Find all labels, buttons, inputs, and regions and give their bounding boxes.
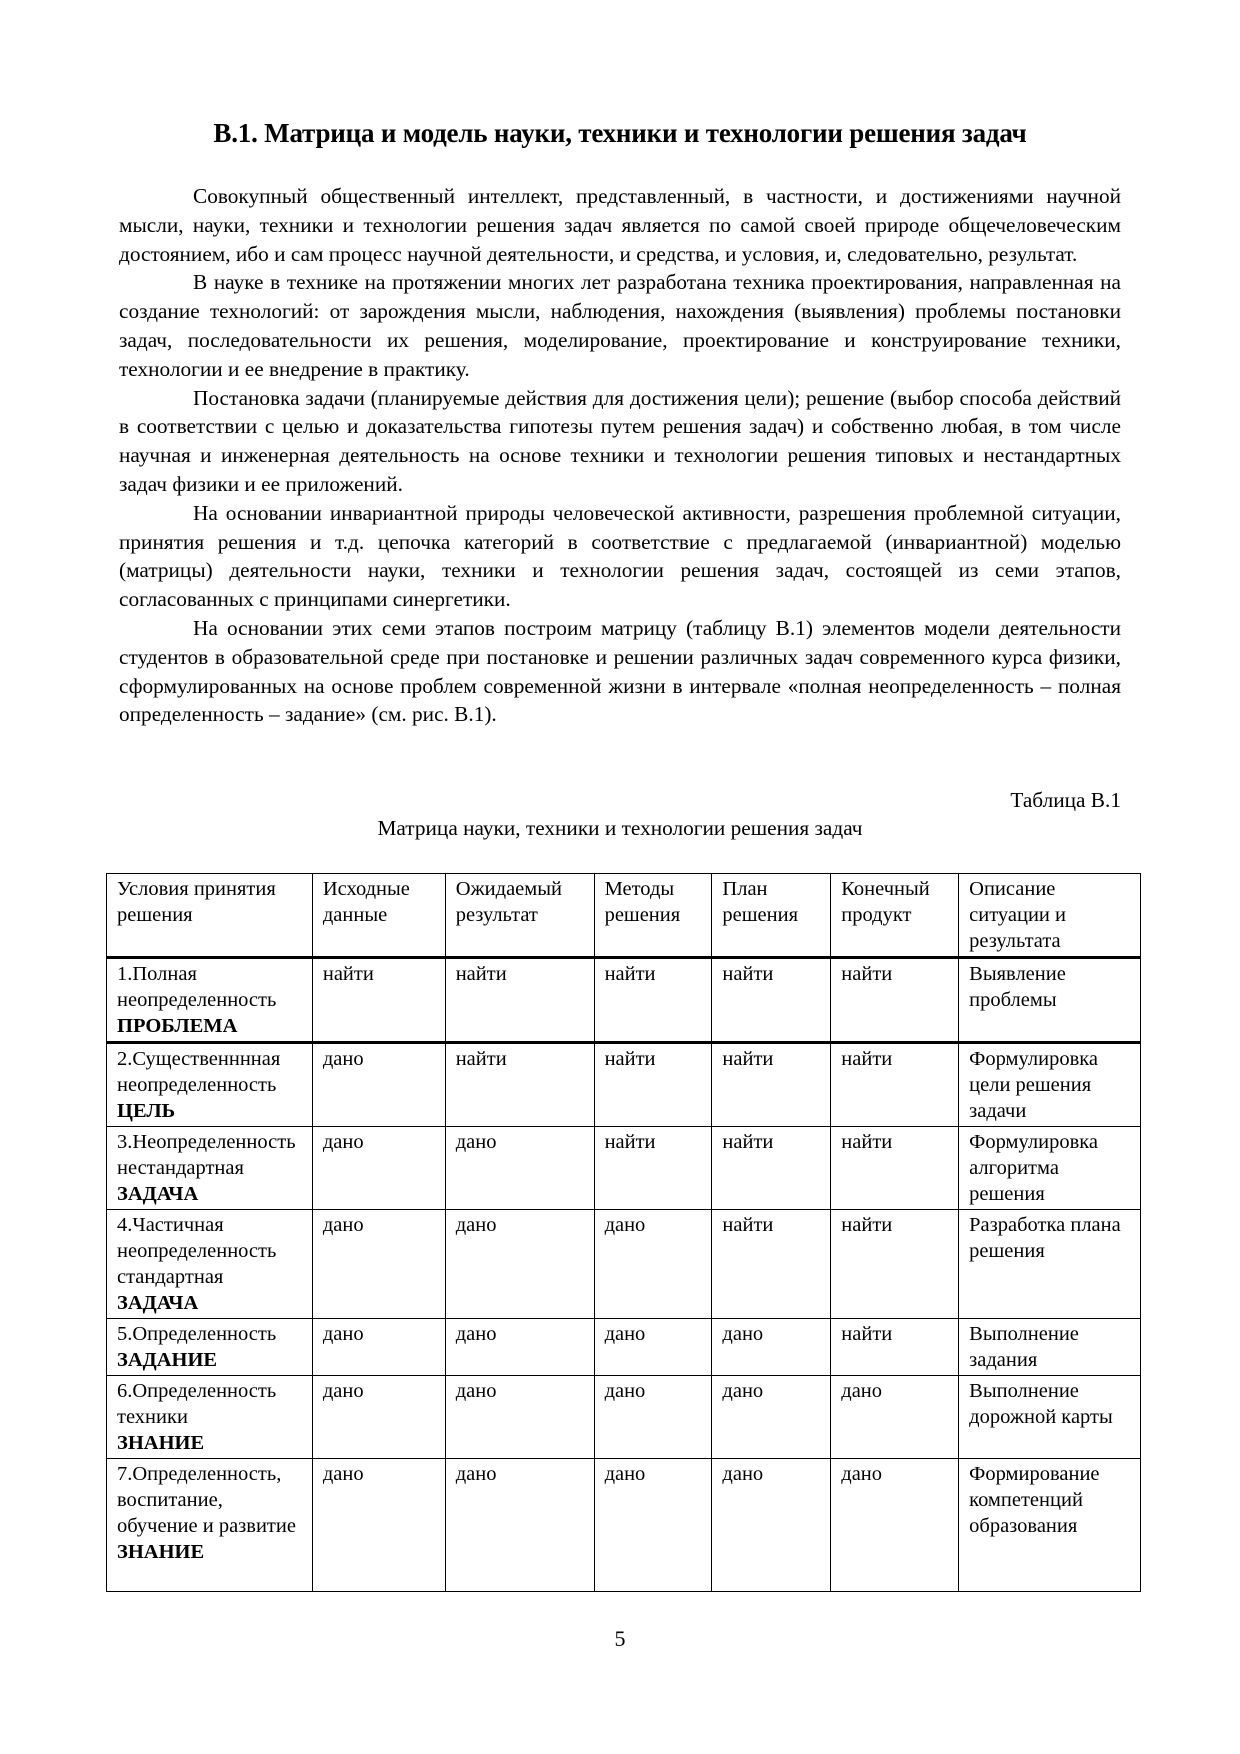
- initial-cell: дано: [312, 1043, 445, 1127]
- product-cell: найти: [831, 1043, 959, 1127]
- table-header-row: [107, 874, 1141, 958]
- methods-cell: найти: [594, 958, 712, 1043]
- header-expected-result: Ожидаемый результат: [445, 874, 594, 958]
- description-cell: Разработка плана решения: [959, 1210, 1141, 1319]
- initial-cell: дано: [312, 1376, 445, 1459]
- initial-cell: найти: [312, 958, 445, 1043]
- matrix-table: [106, 873, 1141, 1592]
- expected-cell: дано: [445, 1459, 594, 1592]
- product-cell: найти: [831, 1127, 959, 1210]
- condition-text: 4.Частичная неопределенность стандартная: [117, 1214, 277, 1288]
- paragraph-2: В науке в технике на протяжении многих лет разработана техника проектирования, направленная на создание технологий: от зарождения мысли, наблюдения, нахождения (выявления) проблемы постановки задач, последовательности их решения, моделирование, проектирование и конструирование техники, технологии и ее внедрение в практику.: [119, 270, 1121, 381]
- product-cell: найти: [831, 1210, 959, 1319]
- category-text: ЗНАНИЕ: [117, 1541, 205, 1563]
- methods-cell: найти: [594, 1043, 712, 1127]
- category-text: ЗНАНИЕ: [117, 1432, 205, 1454]
- category-text: ЦЕЛЬ: [117, 1100, 176, 1122]
- condition-text: 3.Неопределенность нестандартная: [117, 1131, 296, 1179]
- category-text: ПРОБЛЕМА: [117, 1015, 238, 1037]
- condition-cell: [107, 1210, 313, 1319]
- product-cell: дано: [831, 1459, 959, 1592]
- plan-cell: найти: [712, 958, 831, 1043]
- page-number: 5: [614, 1626, 626, 1651]
- table-row: [107, 1043, 1141, 1127]
- expected-cell: дано: [445, 1376, 594, 1459]
- category-text: ЗАДАЧА: [117, 1183, 199, 1205]
- paragraph-4: На основании инвариантной природы человеческой активности, разрешения проблемной ситуации, принятия решения и т.д. цепочка категорий в соответствие с предлагаемой (инвариантной) моделью (матрицы) деятельности науки, техники и технологии решения задач, состоящей из семи этапов, согласованных с принципами синергетики.: [119, 500, 1121, 612]
- initial-cell: дано: [312, 1210, 445, 1319]
- methods-cell: найти: [594, 1127, 712, 1210]
- table-row: [107, 958, 1141, 1043]
- table-row: [107, 1376, 1141, 1459]
- initial-cell: дано: [312, 1127, 445, 1210]
- header-methods: Методы решения: [594, 874, 712, 958]
- category-text: ЗАДАНИЕ: [117, 1349, 218, 1371]
- description-cell: Выполнение дорожной карты: [959, 1376, 1141, 1459]
- condition-cell: [107, 1043, 313, 1127]
- condition-text: 1.Полная неопределенность: [117, 963, 277, 1011]
- table-label: Таблица В.1: [1010, 788, 1121, 812]
- table-row: [107, 1319, 1141, 1376]
- condition-cell: [107, 1459, 313, 1592]
- condition-text: 7.Определенность, воспитание, обучение и развитие: [117, 1463, 296, 1537]
- condition-text: 2.Существенннная неопределенность: [117, 1048, 281, 1096]
- product-cell: дано: [831, 1376, 959, 1459]
- header-conditions: Условия принятия решения: [107, 874, 313, 958]
- section-title: В.1. Матрица и модель науки, техники и технологии решения задач: [213, 118, 1027, 148]
- paragraph-3: Постановка задачи (планируемые действия для достижения цели); решение (выбор способа действий в соответствии с целью и доказательства гипотезы путем решения задач) и собственно любая, в том числе научная и инженерная деятельность на основе техники и технологии решения типовых и нестандартных задач физики и ее приложений.: [119, 385, 1121, 496]
- condition-cell: [107, 1319, 313, 1376]
- methods-cell: дано: [594, 1319, 712, 1376]
- description-cell: Выполнение задания: [959, 1319, 1141, 1376]
- description-cell: Формирование компетенций образования: [959, 1459, 1141, 1592]
- header-product: Конечный продукт: [831, 874, 959, 958]
- plan-cell: найти: [712, 1043, 831, 1127]
- condition-text: 5.Определенность: [117, 1323, 277, 1345]
- header-description: Описание ситуации и результата: [959, 874, 1141, 958]
- body-text: [119, 182, 1121, 729]
- expected-cell: дано: [445, 1127, 594, 1210]
- plan-cell: найти: [712, 1210, 831, 1319]
- product-cell: найти: [831, 1319, 959, 1376]
- table-caption: Матрица науки, техники и технологии решения задач: [377, 816, 863, 840]
- table-row: [107, 1127, 1141, 1210]
- condition-cell: [107, 1376, 313, 1459]
- expected-cell: дано: [445, 1210, 594, 1319]
- initial-cell: дано: [312, 1459, 445, 1592]
- expected-cell: найти: [445, 1043, 594, 1127]
- expected-cell: найти: [445, 958, 594, 1043]
- plan-cell: дано: [712, 1319, 831, 1376]
- expected-cell: дано: [445, 1319, 594, 1376]
- methods-cell: дано: [594, 1210, 712, 1319]
- paragraph-5: На основании этих семи этапов построим матрицу (таблицу В.1) элементов модели деятельности студентов в образовательной среде при постановке и решении различных задач современного курса физики, сформулированных на основе проблем современной жизни в интервале «полная неопределенность – полная определенность – задание» (см. рис. В.1).: [119, 615, 1121, 727]
- methods-cell: дано: [594, 1459, 712, 1592]
- description-cell: Выявление проблемы: [959, 958, 1141, 1043]
- paragraph-1: Совокупный общественный интеллект, представленный, в частности, и достижениями научной мысли, науки, техники и технологии решения задач является по самой своей природе общечеловеческим достоянием, ибо и сам процесс научной деятельности, и средства, и условия, и, следовательно, результат.: [119, 184, 1121, 266]
- condition-text: 6.Определенность техники: [117, 1380, 277, 1428]
- plan-cell: найти: [712, 1127, 831, 1210]
- plan-cell: дано: [712, 1459, 831, 1592]
- table-row: [107, 1210, 1141, 1319]
- condition-cell: [107, 1127, 313, 1210]
- header-plan: План решения: [712, 874, 831, 958]
- product-cell: найти: [831, 958, 959, 1043]
- condition-cell: [107, 958, 313, 1043]
- header-initial-data: Исходные данные: [312, 874, 445, 958]
- table-row: [107, 1459, 1141, 1592]
- plan-cell: дано: [712, 1376, 831, 1459]
- initial-cell: дано: [312, 1319, 445, 1376]
- methods-cell: дано: [594, 1376, 712, 1459]
- description-cell: Формулировка алгоритма решения: [959, 1127, 1141, 1210]
- description-cell: Формулировка цели решения задачи: [959, 1043, 1141, 1127]
- category-text: ЗАДАЧА: [117, 1292, 199, 1314]
